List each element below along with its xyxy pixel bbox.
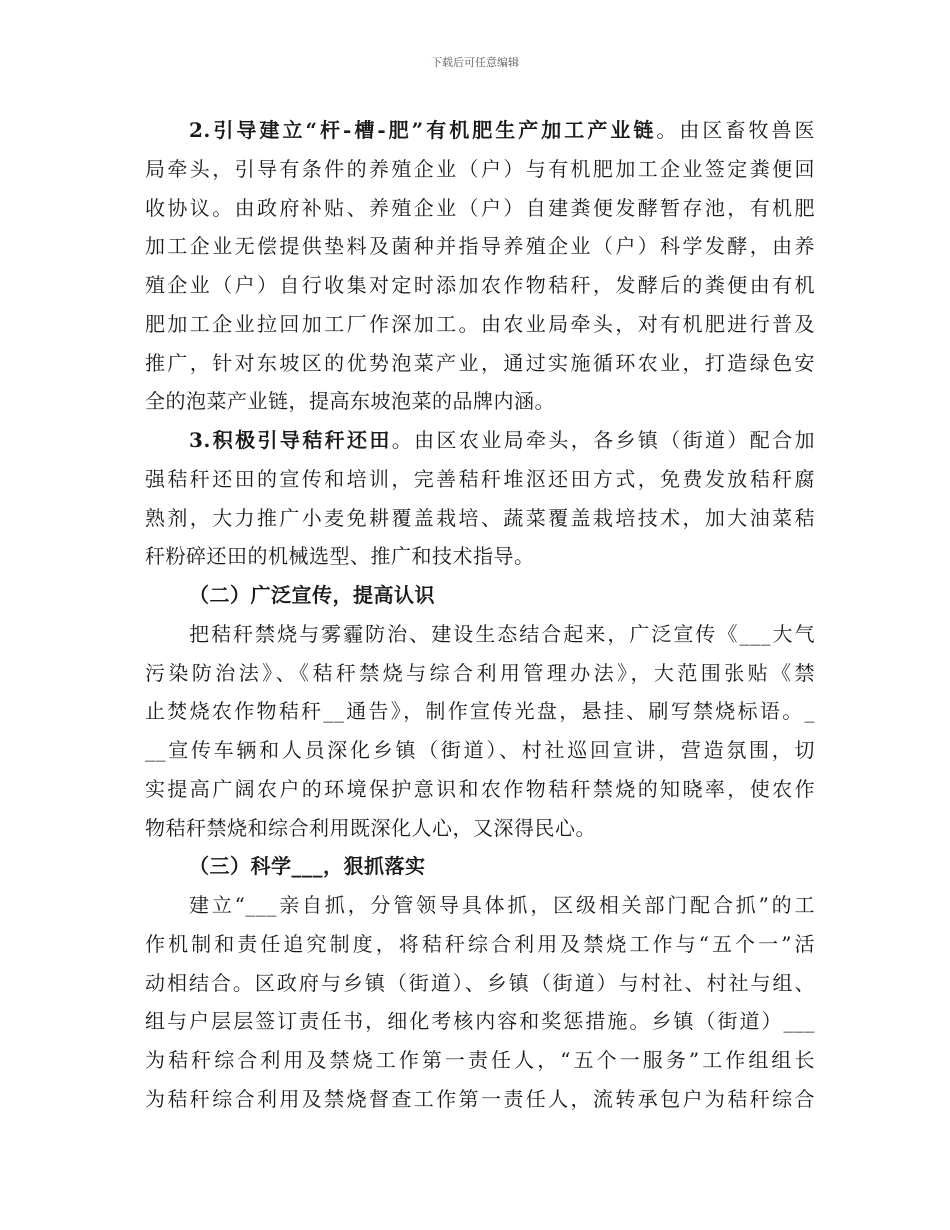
paragraph-line: 物秸秆禁烧和综合利用既深化人心，又深得民心。 bbox=[145, 815, 596, 840]
document-body bbox=[145, 111, 815, 1119]
line-text: 。由区农业局牵头，各乡镇（街道）配合加 bbox=[391, 428, 815, 452]
section-heading: （二）广泛宣传，提高认识 bbox=[189, 583, 435, 607]
paragraph-line: 局牵头，引导有条件的养殖企业（户）与有机肥加工企业签定粪便回 bbox=[145, 156, 815, 181]
paragraph-line: 强秸秆还田的宣传和培训，完善秸秆堆沤还田方式，免费发放秸秆腐 bbox=[145, 466, 815, 491]
paragraph-line: 作机制和责任追究制度，将秸秆综合利用及禁烧工作与“五个一”活 bbox=[145, 931, 815, 956]
section-heading: （三）科学___，狠抓落实 bbox=[189, 854, 426, 879]
item-heading: 3.积极引导秸秆还田 bbox=[189, 428, 392, 452]
paragraph-line: 加工企业无偿提供垫料及菌种并指导养殖企业（户）科学发酵，由养 bbox=[145, 234, 815, 259]
paragraph-line: 为秸秆综合利用及禁烧工作第一责任人，“五个一服务”工作组组长 bbox=[145, 1048, 815, 1072]
paragraph-line: 肥加工企业拉回加工厂作深加工。由农业局牵头，对有机肥进行普及 bbox=[145, 311, 815, 336]
line-text: 。由区畜牧兽医 bbox=[656, 118, 815, 142]
paragraph-line: 污染防治法》、《秸秆禁烧与综合利用管理办法》，大范围张贴《禁 bbox=[145, 660, 815, 685]
paragraph-line bbox=[145, 421, 815, 460]
paragraph-line bbox=[145, 111, 815, 150]
paragraph-line: __宣传车辆和人员深化乡镇（街道）、村社巡回宣讲，营造氛围，切 bbox=[145, 738, 815, 762]
paragraph-line: 收协议。由政府补贴、养殖企业（户）自建粪便发酵暂存池，有机肥 bbox=[145, 195, 815, 220]
paragraph-line: 全的泡菜产业链，提高东坡泡菜的品牌内涵。 bbox=[145, 389, 555, 414]
paragraph-line: 建立“___亲自抓，分管领导具体抓，区级相关部门配合抓”的工 bbox=[189, 893, 815, 917]
paragraph-line: 动相结合。区政府与乡镇（街道）、乡镇（街道）与村社、村社与组、 bbox=[145, 970, 815, 995]
paragraph-line: 把秸秆禁烧与雾霾防治、建设生态结合起来，广泛宣传《___大气 bbox=[189, 621, 815, 646]
paragraph-line: 组与户层层签订责任书，细化考核内容和奖惩措施。乡镇（街道）___ bbox=[145, 1009, 815, 1034]
paragraph-line: 实提高广阔农户的环境保护意识和农作物秸秆禁烧的知晓率，使农作 bbox=[145, 776, 815, 801]
paragraph-line: 止焚烧农作物秸秆__通告》，制作宣传光盘，悬挂、刷写禁烧标语。_ bbox=[145, 699, 815, 724]
paragraph-line: 秆粉碎还田的机械选型、推广和技术指导。 bbox=[145, 544, 535, 569]
paragraph-line: 殖企业（户）自行收集对定时添加农作物秸秆，发酵后的粪便由有机 bbox=[145, 273, 815, 297]
paragraph-line: 推广，针对东坡区的优势泡菜产业，通过实施循环农业，打造绿色安 bbox=[145, 350, 815, 375]
item-heading: 2.引导建立“杆-槽-肥”有机肥生产加工产业链 bbox=[189, 118, 657, 142]
paragraph-line: 熟剂，大力推广小麦免耕覆盖栽培、蔬菜覆盖栽培技术，加大油菜秸 bbox=[145, 505, 815, 530]
page-header: 下载后可任意编辑 bbox=[431, 56, 519, 69]
paragraph-line: 为秸秆综合利用及禁烧督查工作第一责任人，流转承包户为秸秆综合 bbox=[145, 1086, 815, 1111]
